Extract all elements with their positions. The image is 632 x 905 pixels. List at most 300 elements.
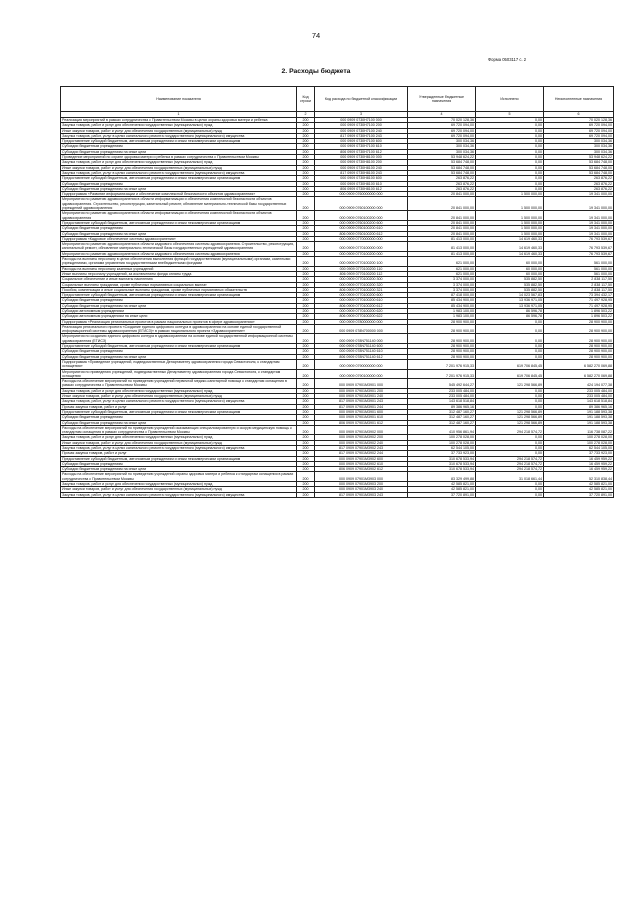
row-line-code: 200 (297, 298, 315, 303)
row-approved: 53 684 748,00 (408, 160, 476, 165)
row-name: Субсидии бюджетным учреждениям (61, 144, 297, 149)
row-line-code: 200 (297, 334, 315, 344)
row-approved: 28 900 900,00 (408, 324, 476, 334)
row-classification-code: 817 0909 0730Н7100 243 (315, 133, 408, 138)
row-classification-code: 000 0909 0770100200 110 (315, 266, 408, 271)
row-name: Подпрограмма «Реализация региональных проектов в рамках национальных проектов в сфере здравоохранения» (61, 319, 297, 324)
row-name: Субсидии бюджетным учреждениям (61, 298, 297, 303)
row-classification-code: 000 0909 078N700000 000 (315, 324, 408, 334)
row-classification-code: 806 0909 07901М3902 612 (315, 467, 408, 472)
header-budget-classification-code: Код расхода по бюджетной классификации (315, 87, 408, 112)
row-classification-code: 806 0909 0760100200 612 (315, 231, 408, 236)
row-executed: 0,00 (476, 440, 544, 445)
row-classification-code: 000 0909 0730Н8100 000 (315, 155, 408, 160)
row-executed: 0,00 (476, 446, 544, 451)
row-name: Закупка товаров, работ, услуг в целях капитального ремонта государственного (муниципального) имущества (61, 133, 297, 138)
row-executed: 0,00 (476, 319, 544, 324)
row-unexecuted: 53 684 748,00 (544, 165, 614, 170)
row-executed: 60 000,00 (476, 266, 544, 271)
row-classification-code: 000 0909 07901М3901 200 (315, 388, 408, 393)
row-approved: 310 678 533,94 (408, 461, 476, 466)
row-name: Мероприятия по приведению учреждений, подведомственных Департаменту здравоохранения города Севастополя, к стандартам оснащения (61, 369, 297, 379)
row-unexecuted: 28 900 900,00 (544, 344, 614, 349)
row-approved: 81 413 000,00 (408, 251, 476, 256)
row-unexecuted: 2 838 117,50 (544, 282, 614, 287)
row-unexecuted: 191 188 593,38 (544, 409, 614, 414)
row-classification-code: 000 0909 0730Н7100 600 (315, 139, 408, 144)
row-executed: 31 018 661,44 (476, 472, 544, 482)
row-classification-code: 000 0909 07901М3903 200 (315, 482, 408, 487)
row-approved: 233 005 484,00 (408, 394, 476, 399)
row-unexecuted: 28 900 900,00 (544, 319, 614, 324)
row-unexecuted: 263 876,22 (544, 176, 614, 181)
row-name: Иные закупки товаров, работ и услуг для обеспечения государственных (муниципальных) нужд (61, 394, 297, 399)
row-executed: 619 706 845,45 (476, 359, 544, 369)
row-classification-code: 817 0909 07901М3902 243 (315, 446, 408, 451)
row-line-code: 200 (297, 314, 315, 319)
row-unexecuted: 16 459 959,22 (544, 456, 614, 461)
row-approved: 7 201 976 915,33 (408, 369, 476, 379)
row-approved: 69 720 094,00 (408, 128, 476, 133)
row-approved: 20 841 000,00 (408, 226, 476, 231)
row-unexecuted: 19 341 000,00 (544, 231, 614, 236)
row-approved: 83 329 499,88 (408, 472, 476, 482)
row-line-code: 200 (297, 211, 315, 221)
row-line-code: 200 (297, 344, 315, 349)
row-line-code: 200 (297, 456, 315, 461)
row-name: Закупка товаров, работ, услуг в целях капитального ремонта государственного (муниципального) имущества (61, 492, 297, 497)
table-row (61, 492, 614, 497)
row-approved: 81 413 000,00 (408, 236, 476, 241)
table-row (61, 257, 614, 267)
row-name: Субсидии бюджетным учреждениям на иные цели (61, 420, 297, 425)
row-line-code: 200 (297, 282, 315, 287)
row-unexecuted: 53 684 748,00 (544, 160, 614, 165)
row-executed: 619 706 845,45 (476, 369, 544, 379)
row-executed: 0,00 (476, 404, 544, 409)
row-classification-code: 000 0909 0760100200 600 (315, 220, 408, 225)
row-classification-code: 806 0909 0730Н7100 612 (315, 149, 408, 154)
row-line-code: 200 (297, 425, 315, 435)
row-classification-code: 000 0909 0730Н8100 200 (315, 160, 408, 165)
row-executed: 0,00 (476, 160, 544, 165)
row-line-code: 200 (297, 404, 315, 409)
row-name: Предоставление субсидий бюджетным, автономным учреждениям и иным некоммерческим организациям (61, 456, 297, 461)
row-line-code: 200 (297, 266, 315, 271)
row-name: Субсидии бюджетным учреждениям (61, 349, 297, 354)
row-approved: 263 876,22 (408, 186, 476, 191)
row-unexecuted: 19 341 000,00 (544, 192, 614, 197)
row-classification-code: 000 0909 0760100200 000 (315, 211, 408, 221)
row-classification-code: 000 0909 0730Н7100 200 (315, 123, 408, 128)
row-line-code: 200 (297, 482, 315, 487)
row-approved: 1 983 100,00 (408, 314, 476, 319)
row-classification-code: 000 0909 0770100200 000 (315, 251, 408, 256)
row-classification-code: 000 0909 07901М3902 000 (315, 425, 408, 435)
row-approved: 300 034,36 (408, 149, 476, 154)
row-name: Закупка товаров, работ, услуг в целях капитального ремонта государственного (муниципального) имущества (61, 170, 297, 175)
row-name: Иные закупки товаров, работ и услуг для обеспечения государственных (муниципальных) нужд (61, 440, 297, 445)
row-unexecuted: 73 394 432,17 (544, 293, 614, 298)
row-unexecuted: 28 900 900,00 (544, 349, 614, 354)
row-unexecuted: 263 876,22 (544, 181, 614, 186)
row-executed: 294 218 574,72 (476, 461, 544, 466)
row-unexecuted: 37 720 891,00 (544, 492, 614, 497)
row-unexecuted: 42 585 821,00 (544, 482, 614, 487)
row-classification-code: 000 0909 078N751140 000 (315, 334, 408, 344)
row-classification-code: 000 0909 0770100200 620 (315, 308, 408, 313)
row-line-code: 200 (297, 359, 315, 369)
row-executed: 0,00 (476, 155, 544, 160)
row-unexecuted: 1 896 503,22 (544, 314, 614, 319)
row-name: Социальные выплаты гражданам, кроме публичных нормативных социальных выплат (61, 282, 297, 287)
column-number: 4 (408, 112, 476, 118)
row-unexecuted: 191 188 593,38 (544, 420, 614, 425)
row-approved: 53 684 748,00 (408, 170, 476, 175)
row-approved: 20 841 000,00 (408, 197, 476, 211)
row-approved: 28 900 900,00 (408, 344, 476, 349)
row-unexecuted: 263 876,22 (544, 186, 614, 191)
row-name: Иные закупки товаров, работ и услуг для обеспечения государственных (муниципальных) нужд (61, 128, 297, 133)
row-name: Прочая закупка товаров, работ и услуг (61, 451, 297, 456)
row-classification-code: 000 0909 0770100200 300 (315, 277, 408, 282)
row-executed: 535 882,50 (476, 277, 544, 282)
row-name: Подпрограмма «Развитие информатизации и обеспечение комплексной безопасности объектов здравоохранения» (61, 192, 297, 197)
row-name: Иные закупки товаров, работ и услуг для обеспечения государственных (муниципальных) нужд (61, 165, 297, 170)
row-classification-code: 000 0909 0770100200 610 (315, 298, 408, 303)
row-classification-code: 000 0909 078N751140 610 (315, 349, 408, 354)
row-line-code: 200 (297, 472, 315, 482)
row-executed: 294 218 574,72 (476, 456, 544, 461)
row-name: Реализация мероприятий в рамках сотрудничества с Правительством Москвы в целях охраны здоровья матери и ребенка (61, 118, 297, 123)
row-unexecuted: 6 582 270 069,88 (544, 369, 614, 379)
row-classification-code: 806 0909 0770100200 622 (315, 314, 408, 319)
row-line-code: 200 (297, 257, 315, 267)
column-number: 2 (297, 112, 315, 118)
row-classification-code: 000 0909 0760100200 610 (315, 226, 408, 231)
row-line-code: 200 (297, 170, 315, 175)
row-executed: 14 619 460,33 (476, 242, 544, 252)
row-executed: 0,00 (476, 482, 544, 487)
row-approved: 310 678 533,94 (408, 456, 476, 461)
row-unexecuted: 561 000,00 (544, 266, 614, 271)
row-executed: 14 023 567,83 (476, 293, 544, 298)
row-line-code: 200 (297, 181, 315, 186)
row-executed: 13 936 971,05 (476, 298, 544, 303)
row-executed: 0,00 (476, 451, 544, 456)
row-unexecuted: 19 341 000,00 (544, 211, 614, 221)
header-executed: Исполнено (476, 87, 544, 112)
row-classification-code: 000 0909 0770100200 320 (315, 282, 408, 287)
row-unexecuted: 100 278 028,00 (544, 440, 614, 445)
row-executed: 294 218 574,72 (476, 467, 544, 472)
row-line-code: 200 (297, 446, 315, 451)
row-unexecuted: 28 900 900,00 (544, 324, 614, 334)
row-name: Расходы на выплаты персоналу в целях обеспечения выполнения функций государственными (муниципальными) органами, казенными учреждениями, органами управления государственными внебюджетными фондами (61, 257, 297, 267)
row-classification-code: 000 0909 07901М3901 600 (315, 409, 408, 414)
row-classification-code: 000 0909 0730Н8100 610 (315, 181, 408, 186)
row-name: Мероприятия по развитию здравоохранения в области информатизации и обеспечения комплексной безопасности объектов здравоохранения (61, 211, 297, 221)
row-line-code: 200 (297, 319, 315, 324)
row-executed: 0,00 (476, 149, 544, 154)
row-executed: 0,00 (476, 186, 544, 191)
row-line-code: 200 (297, 303, 315, 308)
row-line-code: 200 (297, 435, 315, 440)
row-line-code: 200 (297, 128, 315, 133)
row-unexecuted: 71 497 928,95 (544, 298, 614, 303)
row-classification-code: 817 0909 07901М3902 244 (315, 451, 408, 456)
row-unexecuted: 71 497 928,95 (544, 303, 614, 308)
row-executed: 121 298 566,89 (476, 379, 544, 389)
row-executed: 0,00 (476, 139, 544, 144)
row-unexecuted: 62 544 105,00 (544, 446, 614, 451)
row-line-code: 200 (297, 118, 315, 123)
row-classification-code: 000 0909 0760100000 000 (315, 197, 408, 211)
row-name: Социальное обеспечение и иные выплаты населению (61, 277, 297, 282)
row-approved: 545 492 644,27 (408, 379, 476, 389)
row-classification-code: 000 0909 0770100200 100 (315, 257, 408, 267)
row-executed: 1 500 000,00 (476, 220, 544, 225)
row-unexecuted: 76 793 539,67 (544, 236, 614, 241)
row-name: Предоставление субсидий бюджетным, автономным учреждениям и иным некоммерческим организациям (61, 139, 297, 144)
row-approved: 3 374 000,00 (408, 287, 476, 292)
row-line-code: 200 (297, 220, 315, 225)
table-row (61, 197, 614, 211)
row-name: Закупка товаров, работ, услуг в целях капитального ремонта государственного (муниципального) имущества (61, 399, 297, 404)
row-name: Пособия, компенсации и иные социальные выплаты гражданам, кроме публичных нормативных обязательств (61, 287, 297, 292)
row-approved: 1 983 100,00 (408, 308, 476, 313)
row-approved: 310 678 533,94 (408, 467, 476, 472)
row-line-code: 200 (297, 123, 315, 128)
row-executed: 294 218 574,72 (476, 425, 544, 435)
row-approved: 3 374 000,00 (408, 277, 476, 282)
row-name: Мероприятия по развитию здравоохранения в области кадрового обеспечения системы здравоохранения. Строительство, реконструкция, капитальный ремонт, обновление материально-технической базы государственных учреждений здравоохранения (61, 242, 297, 252)
column-number: 3 (315, 112, 408, 118)
row-line-code: 200 (297, 415, 315, 420)
row-classification-code: 000 0909 0730Н7100 610 (315, 144, 408, 149)
row-approved: 621 000,00 (408, 271, 476, 276)
row-line-code: 200 (297, 399, 315, 404)
row-approved: 28 900 900,00 (408, 334, 476, 344)
row-unexecuted: 89 386 965,16 (544, 404, 614, 409)
row-unexecuted: 300 034,36 (544, 144, 614, 149)
row-classification-code: 000 0909 07901М3902 240 (315, 440, 408, 445)
row-line-code: 200 (297, 354, 315, 359)
row-approved: 62 544 105,00 (408, 446, 476, 451)
row-line-code: 200 (297, 139, 315, 144)
row-approved: 233 005 484,00 (408, 388, 476, 393)
row-name: Иные выплаты персоналу учреждений, за исключением фонда оплаты труда (61, 271, 297, 276)
row-executed: 0,00 (476, 170, 544, 175)
row-approved: 621 000,00 (408, 266, 476, 271)
row-unexecuted: 19 341 000,00 (544, 220, 614, 225)
row-classification-code: 000 0909 07901М3903 240 (315, 487, 408, 492)
row-name: Закупка товаров, работ, услуг в целях капитального ремонта государственного (муниципального) имущества (61, 446, 297, 451)
row-unexecuted: 69 720 094,00 (544, 123, 614, 128)
row-line-code: 200 (297, 155, 315, 160)
row-name: Субсидии бюджетным учреждениям (61, 461, 297, 466)
row-name: Субсидии автономным учреждениям на иные цели (61, 314, 297, 319)
table-body (61, 118, 614, 498)
row-classification-code: 000 0909 07901М3902 200 (315, 435, 408, 440)
row-executed: 121 298 566,89 (476, 409, 544, 414)
row-classification-code: 000 0909 0730Н8100 240 (315, 165, 408, 170)
row-name: Закупка товаров, работ и услуг для обеспечения государственных (муниципальных) нужд (61, 160, 297, 165)
row-approved: 20 841 000,00 (408, 192, 476, 197)
row-classification-code: 806 0909 07901М3901 612 (315, 420, 408, 425)
row-executed: 86 596,78 (476, 314, 544, 319)
row-executed: 0,00 (476, 435, 544, 440)
row-name: Предоставление субсидий бюджетным, автономным учреждениям и иным некоммерческим организациям (61, 220, 297, 225)
row-classification-code: 806 0909 078N751140 612 (315, 354, 408, 359)
row-unexecuted: 233 005 484,00 (544, 394, 614, 399)
row-executed: 0,00 (476, 492, 544, 497)
row-classification-code: 000 0909 078N751140 600 (315, 344, 408, 349)
row-name: Иные закупки товаров, работ и услуг для обеспечения государственных (муниципальных) нужд (61, 487, 297, 492)
row-unexecuted: 28 900 900,00 (544, 334, 614, 344)
row-unexecuted: 52 310 838,44 (544, 472, 614, 482)
row-unexecuted: 76 793 539,67 (544, 251, 614, 256)
row-approved: 28 900 900,00 (408, 319, 476, 324)
row-executed: 0,00 (476, 123, 544, 128)
row-approved: 70 020 128,36 (408, 118, 476, 123)
row-executed: 0,00 (476, 144, 544, 149)
row-classification-code: 817 0909 07901М3901 244 (315, 404, 408, 409)
row-line-code: 200 (297, 349, 315, 354)
column-number: 1 (61, 112, 297, 118)
row-classification-code: 000 0909 0730Н7100 000 (315, 118, 408, 123)
row-unexecuted: 191 188 593,38 (544, 415, 614, 420)
row-name: Субсидии бюджетным учреждениям на иные цели (61, 231, 297, 236)
table-row (61, 242, 614, 252)
row-name: Мероприятия по развитию здравоохранения в области кадрового обеспечения системы здравоохранения (61, 251, 297, 256)
row-unexecuted: 53 948 624,22 (544, 155, 614, 160)
row-approved: 89 386 965,16 (408, 404, 476, 409)
row-executed: 1 500 000,00 (476, 211, 544, 221)
row-classification-code: 817 0909 07901М3901 243 (315, 399, 408, 404)
row-line-code: 200 (297, 451, 315, 456)
row-approved: 28 900 900,00 (408, 349, 476, 354)
row-unexecuted: 100 278 028,00 (544, 435, 614, 440)
row-name: Реализация регионального проекта «Создание единого цифрового контура в здравоохранении на основе единой государственной информационной системы здравоохранения (ЕГИСЗ)» в рамках национального проекта «Здравоохранение» (61, 324, 297, 334)
row-approved: 100 278 028,00 (408, 435, 476, 440)
table-row (61, 369, 614, 379)
row-approved: 85 434 900,00 (408, 298, 476, 303)
row-name: Мероприятия по созданию единого цифрового контура в здравоохранении на основе единой государственной информационной системы здравоохранения (ЕГИСЗ) (61, 334, 297, 344)
row-executed: 0,00 (476, 118, 544, 123)
row-unexecuted: 69 720 094,00 (544, 133, 614, 138)
row-executed: 14 619 460,33 (476, 251, 544, 256)
header-indicator-name: Наименование показателя (61, 87, 297, 112)
row-executed: 0,00 (476, 399, 544, 404)
row-unexecuted: 70 020 128,36 (544, 118, 614, 123)
row-executed: 13 936 971,05 (476, 303, 544, 308)
row-name: Прочая закупка товаров, работ и услуг (61, 404, 297, 409)
row-name: Субсидии бюджетным учреждениям на иные цели (61, 467, 297, 472)
row-approved: 263 876,22 (408, 181, 476, 186)
row-line-code: 200 (297, 231, 315, 236)
row-approved: 81 413 000,00 (408, 242, 476, 252)
row-name: Закупка товаров, работ и услуг для обеспечения государственных (муниципальных) нужд (61, 388, 297, 393)
row-line-code: 200 (297, 236, 315, 241)
row-name: Субсидии бюджетным учреждениям на иные цели (61, 186, 297, 191)
row-line-code: 200 (297, 192, 315, 197)
header-line-code: Код строки (297, 87, 315, 112)
row-approved: 69 720 094,00 (408, 123, 476, 128)
row-executed: 1 500 000,00 (476, 231, 544, 236)
column-number: 5 (476, 112, 544, 118)
row-unexecuted: 424 194 077,38 (544, 379, 614, 389)
form-code: Форма 0503117 с. 2 (488, 57, 527, 62)
row-approved: 28 900 900,00 (408, 354, 476, 359)
row-executed: 0,00 (476, 344, 544, 349)
row-classification-code: 000 0909 07901М3903 000 (315, 472, 408, 482)
row-approved: 312 487 160,27 (408, 415, 476, 420)
row-line-code: 200 (297, 160, 315, 165)
row-classification-code: 000 0909 0730Н7100 240 (315, 128, 408, 133)
row-executed: 1 500 000,00 (476, 226, 544, 231)
row-executed: 121 298 566,89 (476, 420, 544, 425)
row-approved: 263 876,22 (408, 176, 476, 181)
row-classification-code: 000 0909 0760000000 000 (315, 192, 408, 197)
row-approved: 20 841 000,00 (408, 231, 476, 236)
row-approved: 300 034,36 (408, 144, 476, 149)
table-row (61, 359, 614, 369)
row-name: Расходы на обеспечение мероприятий по приведению учреждений первичной медико-санитарной помощи к стандартам оснащения в рамках сотрудничества с Правительством Москвы (61, 379, 297, 389)
row-executed: 535 882,50 (476, 287, 544, 292)
row-unexecuted: 1 896 503,22 (544, 308, 614, 313)
row-unexecuted: 28 900 900,00 (544, 354, 614, 359)
row-executed: 1 500 000,00 (476, 192, 544, 197)
row-executed: 86 596,78 (476, 308, 544, 313)
row-unexecuted: 76 793 539,67 (544, 242, 614, 252)
row-line-code: 200 (297, 394, 315, 399)
row-name: Предоставление субсидий бюджетным, автономным учреждениям и иным некоммерческим организациям (61, 344, 297, 349)
row-classification-code: 000 0909 0790000000 000 (315, 359, 408, 369)
row-unexecuted: 561 000,00 (544, 271, 614, 276)
row-name: Субсидии бюджетным учреждениям (61, 181, 297, 186)
row-approved: 85 434 900,00 (408, 303, 476, 308)
row-executed: 0,00 (476, 487, 544, 492)
row-executed: 0,00 (476, 176, 544, 181)
row-name: Расходы на выплаты персоналу казенных учреждений (61, 266, 297, 271)
row-line-code: 200 (297, 461, 315, 466)
row-executed: 1 500 000,00 (476, 197, 544, 211)
row-executed: 0,00 (476, 349, 544, 354)
row-approved: 20 841 000,00 (408, 211, 476, 221)
row-executed: 60 000,00 (476, 271, 544, 276)
row-name: Субсидии автономным учреждениям (61, 308, 297, 313)
row-classification-code: 000 0909 07901М3902 610 (315, 461, 408, 466)
row-executed: 0,00 (476, 334, 544, 344)
row-classification-code: 000 0909 07901М3901 240 (315, 394, 408, 399)
column-number: 6 (544, 112, 614, 118)
row-line-code: 200 (297, 186, 315, 191)
row-classification-code: 000 0909 0770100200 600 (315, 293, 408, 298)
row-approved: 300 034,36 (408, 139, 476, 144)
row-classification-code: 806 0909 0730Н8100 612 (315, 186, 408, 191)
row-line-code: 200 (297, 133, 315, 138)
row-line-code: 200 (297, 487, 315, 492)
row-line-code: 200 (297, 226, 315, 231)
row-executed: 14 619 460,33 (476, 236, 544, 241)
row-executed: 0,00 (476, 128, 544, 133)
row-line-code: 200 (297, 242, 315, 252)
row-approved: 100 278 028,00 (408, 440, 476, 445)
row-unexecuted: 143 618 518,84 (544, 399, 614, 404)
row-line-code: 200 (297, 277, 315, 282)
row-name: Мероприятия по развитию здравоохранения в области информатизации и обеспечения комплексной безопасности объектов здравоохранения. Строительство, реконструкция, капитальный ремонт, обновление материально-технической базы государственных учреждений здравоохранения (61, 197, 297, 211)
